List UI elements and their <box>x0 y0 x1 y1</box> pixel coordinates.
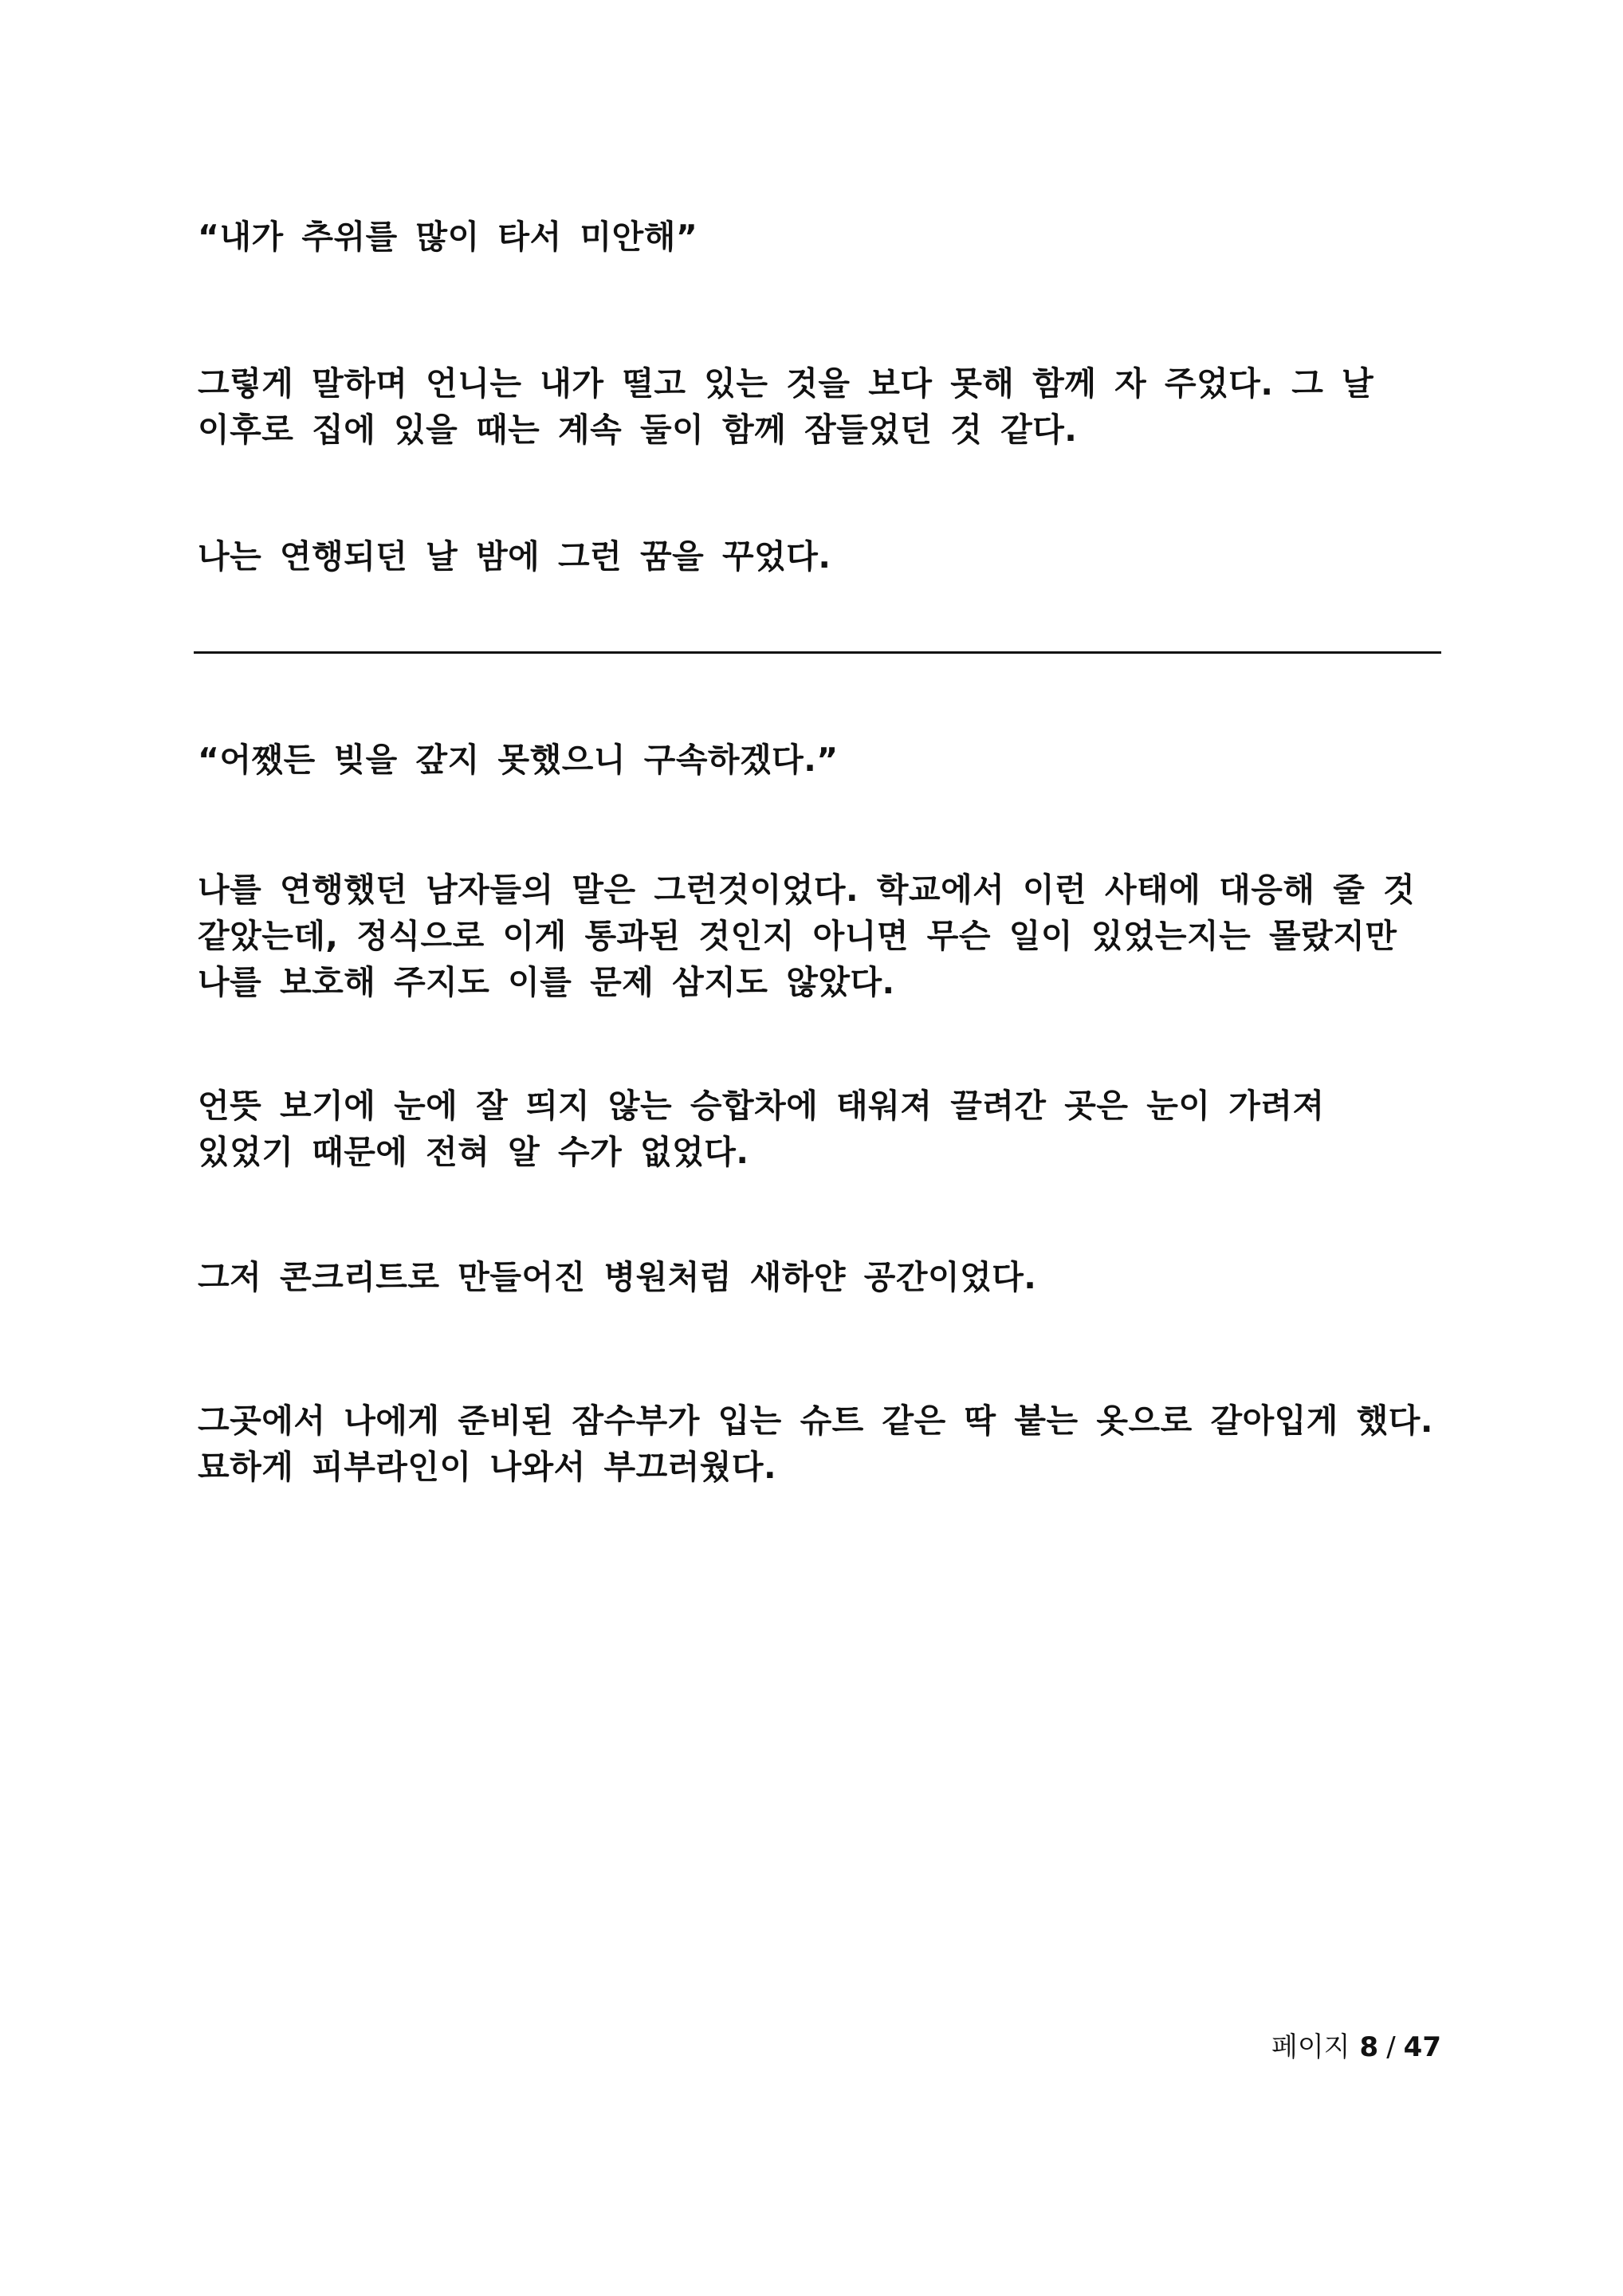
paragraph-3: 나는 연행되던 날 밤에 그런 꿈을 꾸었다. <box>198 537 831 576</box>
total-pages-number: 47 <box>1403 2031 1441 2063</box>
page-label: 페이지 <box>1271 2031 1350 2063</box>
paragraph-7: 그저 콘크리트로 만들어진 병원처럼 새하얀 공간이었다. <box>198 1258 1037 1296</box>
current-page-number: 8 <box>1359 2031 1379 2063</box>
section-divider <box>194 651 1441 654</box>
paragraph-5: 나를 연행했던 남자들의 말은 그런것이었다. 학교에서 이런 사태에 대응해 줄 것 같았는데, 정식으로 이게 통과된 것인지 아니면 무슨 일이 있었는지는 몰랐지만 나를 보호해 주지도 이를 문제 삼지도 않았다. <box>198 871 1416 1001</box>
paragraph-dialogue-2: “어쨌든 빚을 갚지 못했으니 구속하겠다.” <box>198 741 839 779</box>
paragraph-dialogue-1: “내가 추위를 많이 타서 미안해” <box>198 218 698 256</box>
paragraph-6: 언뜻 보기에 눈에 잘 띄지 않는 승합차에 태워져 끌려간 곳은 눈이 가려져 있었기 때문에 전혀 알 수가 없었다. <box>198 1087 1325 1171</box>
page-separator: / <box>1386 2031 1396 2063</box>
paragraph-2: 그렇게 말하며 언니는 내가 떨고 있는 것을 보다 못해 함께 자 주었다. 그 날 이후로 집에 있을 때는 계속 둘이 함께 잠들었던 것 같다. <box>198 364 1374 449</box>
paragraph-8: 그곳에서 나에게 준비된 잠수부가 입는 슈트 같은 딱 붙는 옷으로 갈아입게 했다. 묘하게 피부라인이 나와서 부끄러웠다. <box>198 1402 1433 1486</box>
page-number-footer <box>1271 2031 1441 2063</box>
